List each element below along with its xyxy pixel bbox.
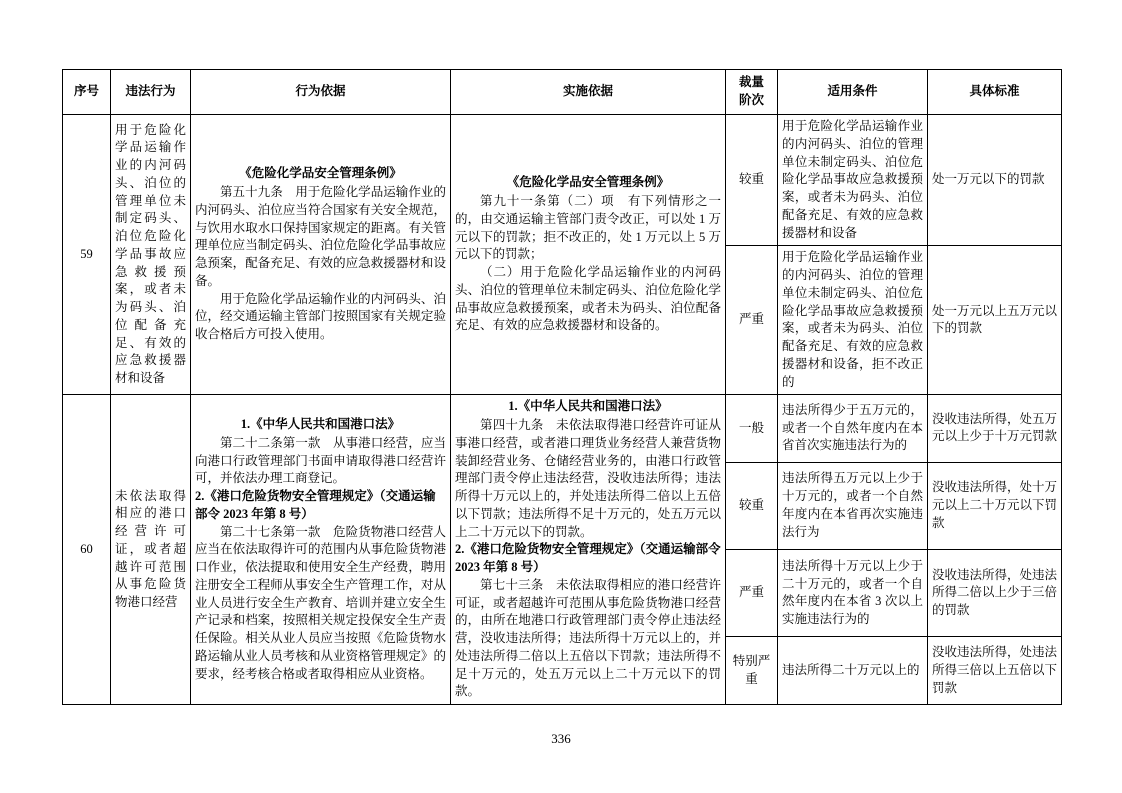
impl-paragraph-2: （二）用于危险化学品运输作业的内河码头、泊位的管理单位未制定码头、泊位危险化学品事故应急救援预案，或者未为码头、泊位配备充足、有效的应急救援器材和设备的。	[455, 265, 721, 333]
table-row	[63, 115, 1062, 246]
cell-standard: 处一万元以上五万元以下的罚款	[928, 246, 1062, 395]
column-header-level	[726, 70, 778, 115]
table-header-row	[63, 70, 1062, 115]
cell-level: 严重	[726, 550, 778, 637]
basis-title-2: 2.《港口危险货物安全管理规定》（交通运输部令 2023 年第 8 号）	[195, 489, 436, 521]
table-row	[63, 395, 1062, 462]
cell-basis	[191, 115, 451, 395]
cell-condition: 用于危险化学品运输作业的内河码头、泊位的管理单位未制定码头、泊位危险化学品事故应急救援预案，或者未为码头、泊位配备充足、有效的应急救援器材和设备，拒不改正的	[778, 246, 928, 395]
table-body	[63, 115, 1062, 705]
cell-implementation	[451, 115, 726, 395]
basis-title: 《危险化学品安全管理条例》	[239, 166, 402, 181]
regulation-table-container	[62, 69, 1061, 705]
page-number: 336	[551, 731, 571, 746]
cell-condition: 违法所得五万元以上少于十万元的，或者一个自然年度内在本省再次实施违法行为	[778, 462, 928, 549]
cell-action: 用于危险化学品运输作业的内河码头、泊位的管理单位未制定码头、泊位危险化学品事故应急救援预案，或者未为码头、泊位配备充足、有效的应急救援器材和设备	[111, 115, 191, 395]
cell-standard: 没收违法所得，处违法所得二倍以上少于三倍的罚款	[928, 550, 1062, 637]
cell-seq: 59	[63, 115, 111, 395]
column-header-seq: 序号	[63, 70, 111, 115]
basis-paragraph-1: 第五十九条 用于危险化学品运输作业的内河码头、泊位应当符合国家有关安全规范，与饮用水取水口保持国家规定的距离。有关管理单位应当制定码头、泊位危险化学品事故应急预案，配备充足、有效的应急救援器材和设备。	[195, 185, 446, 288]
column-header-action: 违法行为	[111, 70, 191, 115]
impl-title: 《危险化学品安全管理条例》	[506, 175, 670, 190]
cell-condition: 违法所得十万元以上少于二十万元的，或者一个自然年度内在本省 3 次以上实施违法行为的	[778, 550, 928, 637]
column-header-condition: 适用条件	[778, 70, 928, 115]
cell-standard: 没收违法所得，处违法所得三倍以上五倍以下罚款	[928, 637, 1062, 705]
cell-level: 特别严重	[726, 637, 778, 705]
basis-paragraph-2: 第二十七条第一款 危险货物港口经营人应当在依法取得许可的范围内从事危险货物港口作业，依法提取和使用安全生产经费，聘用注册安全工程师从事安全生产管理工作，对从业人员进行安全生产教育、培训并建立安全生产记录和档案，按照相关规定投保安全生产责任保险。相关从业人员应当按照《危险货物水路运输从业人员考核和从业资格管理规定》的要求，经考核合格或者取得相应从业资格。	[195, 524, 446, 681]
basis-paragraph-2: 用于危险化学品运输作业的内河码头、泊位，经交通运输主管部门按照国家有关规定验收合格后方可投入使用。	[195, 291, 446, 342]
cell-standard: 没收违法所得，处十万元以上二十万元以下罚款	[928, 462, 1062, 549]
basis-paragraph-1: 第二十二条第一款 从事港口经营，应当向港口行政管理部门书面申请取得港口经营许可，并依法办理工商登记。	[195, 435, 446, 486]
cell-action: 未依法取得相应的港口经营许可证，或者超越许可范围从事危险货物港口经营	[111, 395, 191, 705]
cell-level: 一般	[726, 395, 778, 462]
regulation-table	[62, 69, 1062, 705]
column-header-basis: 行为依据	[191, 70, 451, 115]
cell-condition: 违法所得二十万元以上的	[778, 637, 928, 705]
cell-standard: 没收违法所得，处五万元以上少于十万元罚款	[928, 395, 1062, 462]
cell-standard: 处一万元以下的罚款	[928, 115, 1062, 246]
impl-paragraph-1: 第四十九条 未依法取得港口经营许可证从事港口经营，或者港口理货业务经营人兼营货物装卸经营业务、仓储经营业务的，由港口行政管理部门责令停止违法经营，没收违法所得；违法所得十万元以上的，并处违法所得二倍以上五倍以下罚款；违法所得不足十万元的，处五万元以上二十万元以下的罚款。	[455, 418, 721, 539]
table-header	[63, 70, 1062, 115]
column-header-implementation: 实施依据	[451, 70, 726, 115]
impl-title-1: 1.《中华人民共和国港口法》	[508, 399, 668, 414]
cell-basis	[191, 395, 451, 705]
column-header-standard: 具体标准	[928, 70, 1062, 115]
cell-level: 较重	[726, 115, 778, 246]
impl-paragraph-1: 第九十一条第（二）项 有下列情形之一的，由交通运输主管部门责令改正，可以处 1 万元以下的罚款；拒不改正的，处 1 万元以上 5 万元以下的罚款；	[455, 194, 721, 262]
cell-condition: 违法所得少于五万元的，或者一个自然年度内在本省首次实施违法行为的	[778, 395, 928, 462]
basis-title-1: 1.《中华人民共和国港口法》	[240, 417, 401, 431]
cell-level: 严重	[726, 246, 778, 395]
cell-condition: 用于危险化学品运输作业的内河码头、泊位的管理单位未制定码头、泊位危险化学品事故应急救援预案，或者未为码头、泊位配备充足、有效的应急救援器材和设备	[778, 115, 928, 246]
impl-title-2: 2.《港口危险货物安全管理规定》（交通运输部令 2023 年第 8 号）	[455, 542, 721, 574]
cell-level: 较重	[726, 462, 778, 549]
impl-paragraph-2: 第七十三条 未依法取得相应的港口经营许可证，或者超越许可范围从事危险货物港口经营的，由所在地港口行政管理部门责令停止违法经营，没收违法所得；违法所得十万元以上的，并处违法所得二倍以上五倍以下罚款；违法所得不足十万元的，处五万元以上二十万元以下的罚款。	[455, 577, 721, 699]
column-header-level-line1: 裁量 阶次	[738, 75, 764, 107]
cell-seq: 60	[63, 395, 111, 705]
cell-implementation	[451, 395, 726, 705]
